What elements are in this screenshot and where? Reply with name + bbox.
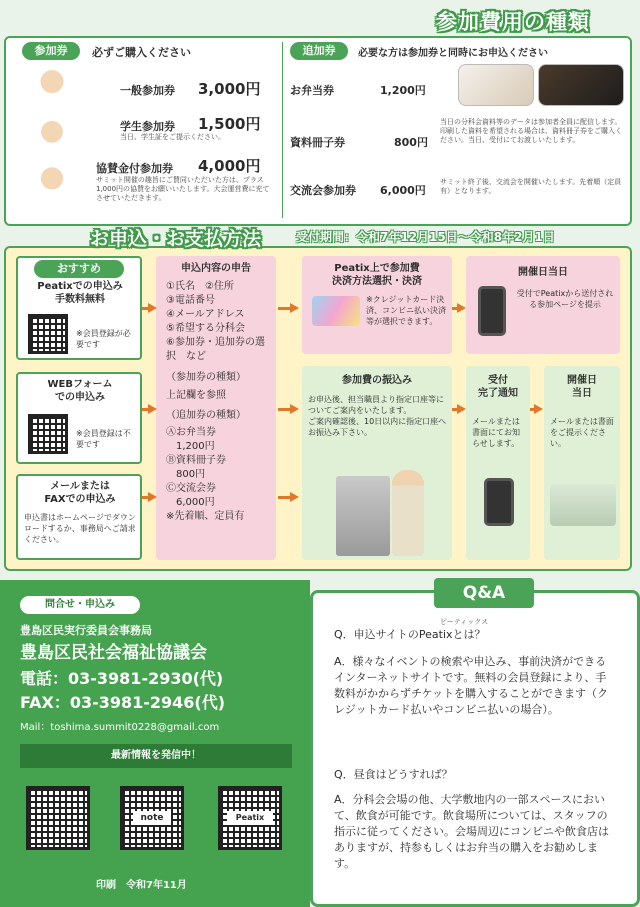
extra-note-text: 当日の分科会資料等のデータは参加者全員に配信します。印刷した資料を希望される場合は、資料冊子券をご購入ください。当日、受付にてお渡しいたします。: [440, 118, 622, 144]
contact-fax: FAX：03-3981-2946(代): [20, 693, 226, 712]
contact-office: 豊島区民実行委員会事務局: [20, 624, 152, 637]
peatix-pay-note: ※クレジットカード決済、コンビニ払い決済等が選択できます。: [366, 295, 446, 326]
qa-answer: A．分科会会場の他、大学敷地内の一部スペースにおいて、飲食が可能です。飲食場所については、スタッフの指示に従ってください。会場周辺にコンビニや飲食店はありますが、持参もしくはお弁当の購入をお勧めします。: [334, 793, 609, 870]
ticket-note-text: サミット開催の趣旨にご賛同いただいた方は、プラス1,000円の協賛をお願いいたします。大会運営費に充てさせていただきます。: [96, 176, 270, 202]
mail-apply-card: [16, 474, 142, 560]
apply-section-title: お申込・お支払方法: [90, 228, 262, 250]
transfer-panel: [302, 366, 452, 560]
report-extra-items: Ⓐお弁当券 1,200円 Ⓑ資料冊子券 800円 Ⓒ交流会券 6,000円 ※先着順、定員有: [166, 427, 245, 522]
ticket-name: 一般参加券: [120, 84, 175, 97]
event-day-panel: [466, 256, 620, 354]
atm-illustration: [336, 476, 390, 556]
qa-ruby: ピーティックス: [440, 618, 489, 626]
qa-answer: A．様々なイベントの検索や申込み、事前決済ができるインターネットサイトです。無料の会員登録により、手数料がかからずチケットを購入することができます（クレジットカード払いやコンビニ払いの場合）。: [334, 655, 609, 716]
mail-apply-title: メールまたは FAXでの申込み: [44, 481, 116, 505]
credit-card-icon: [312, 296, 360, 326]
ticket-name: 協賛金付参加券: [96, 162, 173, 175]
peatix-apply-card: [16, 256, 142, 360]
flow-arrow-head: [534, 404, 543, 414]
event-day-title: 開催日当日: [518, 267, 568, 278]
extra-price: 800円: [394, 136, 428, 149]
ticket-tag: 参加券: [22, 42, 80, 60]
flow-arrow-head: [148, 404, 157, 414]
bento-image: [538, 64, 624, 106]
extra-tag: 追加券: [290, 42, 348, 60]
flow-arrow-head: [148, 492, 157, 502]
fee-section-title: 参加費用の種類: [436, 10, 590, 34]
recommend-tag: おすすめ: [34, 260, 124, 278]
complete-panel: [466, 366, 530, 560]
peatix-pay-title: Peatix上で参加費 決済方法選択・決済: [332, 263, 422, 287]
extra-note-text: サミット終了後、交流会を開催いたします。先着順（定員有）となります。: [440, 178, 622, 195]
report-extra-label: （追加券の種類）: [166, 410, 246, 421]
peatix-apply-title: Peatixでの申込み 手数料無料: [37, 281, 123, 305]
web-apply-note: ※会員登録は不要です: [76, 429, 131, 449]
note-logo: note: [133, 811, 171, 825]
flow-arrow-head: [457, 404, 466, 414]
complete-title: 受付 完了通知: [478, 375, 518, 399]
contact-tag: 問合せ・申込み: [20, 596, 140, 614]
extra-price: 6,000円: [380, 184, 426, 197]
flow-arrow-head: [148, 303, 157, 313]
transfer-title: 参加費の振込み: [342, 375, 412, 386]
peatix-apply-note: ※会員登録が必要です: [76, 329, 131, 349]
report-items: ①氏名 ②住所 ③電話番号 ④メールアドレス ⑤希望する分科会 ⑥参加券・追加券の選択 など: [166, 281, 265, 362]
person-illustration: [392, 470, 424, 556]
smartphone-icon: [478, 286, 506, 336]
flow-arrow-head: [290, 303, 299, 313]
mail-apply-note: 申込書はホームページでダウンロードするか、事務局へご請求ください。: [24, 513, 136, 544]
extra-name: 交流会参加券: [290, 184, 356, 197]
ticket-price: 3,000円: [198, 80, 261, 98]
complete-note: メールまたは書面にてお知らせします。: [472, 417, 520, 448]
transfer-note: お申込後、担当職員より指定口座等についてご案内をいたします。 ご案内確認後、10日以内に指定口座へお振込み下さい。: [308, 395, 447, 437]
ticket-note-text: 当日、学生証をご提示ください。: [120, 133, 225, 141]
extra-name: お弁当券: [290, 84, 334, 97]
extra-note: 必要な方は参加券と同時にお申込ください: [358, 48, 548, 59]
web-apply-title: WEBフォーム での申込み: [47, 379, 113, 403]
peatix-qr-code[interactable]: [28, 314, 68, 354]
qa-title: Q&A: [434, 578, 534, 608]
extra-name: 資料冊子券: [290, 136, 345, 149]
event-day-note: 受付でPeatixから送付される参加ページを提示: [516, 289, 614, 309]
peatix-pay-panel: [302, 256, 452, 354]
ticket-price: 1,500円: [198, 115, 261, 133]
note-qr-code[interactable]: [120, 786, 184, 850]
homepage-qr-code[interactable]: [26, 786, 90, 850]
fee-divider: [282, 42, 283, 218]
ticket-price: 4,000円: [198, 157, 261, 175]
report-title: 申込内容の申告: [181, 263, 251, 274]
web-form-qr-code[interactable]: [28, 414, 68, 454]
qa-question: Q．申込サイトのPeatixとは？: [334, 628, 486, 641]
event-day2-title: 開催日 当日: [567, 375, 597, 399]
extra-price: 1,200円: [380, 84, 426, 97]
adult-couple-illustration: [16, 66, 88, 118]
flow-arrow-head: [290, 404, 299, 414]
event-day2-note: メールまたは書面をご提示ください。: [550, 417, 614, 448]
report-panel: [156, 256, 276, 560]
peatix-qr-code[interactable]: [218, 786, 282, 850]
apply-period: 受付期間：令和7年12月15日～令和8年2月1日: [296, 230, 555, 244]
web-apply-card: [16, 372, 142, 464]
qa-question: Q．昼食はどうすれば？: [334, 768, 453, 781]
flow-arrow-head: [290, 492, 299, 502]
contact-org: 豊島区民社会福祉協議会: [20, 643, 207, 663]
news-banner: 最新情報を発信中！: [20, 744, 292, 768]
contact-tel[interactable]: 電話：03-3981-2930(代): [20, 669, 224, 688]
report-ticket-text: 上記欄を参照: [166, 390, 226, 401]
ticket-name: 学生参加券: [120, 120, 175, 133]
contact-mail[interactable]: Mail：toshima.summit0228@gmail.com: [20, 722, 220, 733]
reception-illustration: [550, 484, 616, 526]
student-illustration: [16, 118, 88, 164]
flow-arrow-head: [457, 303, 466, 313]
ticket-note: 必ずご購入ください: [92, 46, 191, 59]
smartphone-icon: [484, 478, 514, 526]
report-ticket-label: （参加券の種類）: [166, 372, 246, 383]
peatix-logo: Peatix: [227, 811, 273, 825]
printed-date: 印刷 令和7年11月: [96, 880, 187, 891]
bento-image: [458, 64, 534, 106]
supporter-illustration: [16, 164, 88, 212]
event-day2-panel: [544, 366, 620, 560]
